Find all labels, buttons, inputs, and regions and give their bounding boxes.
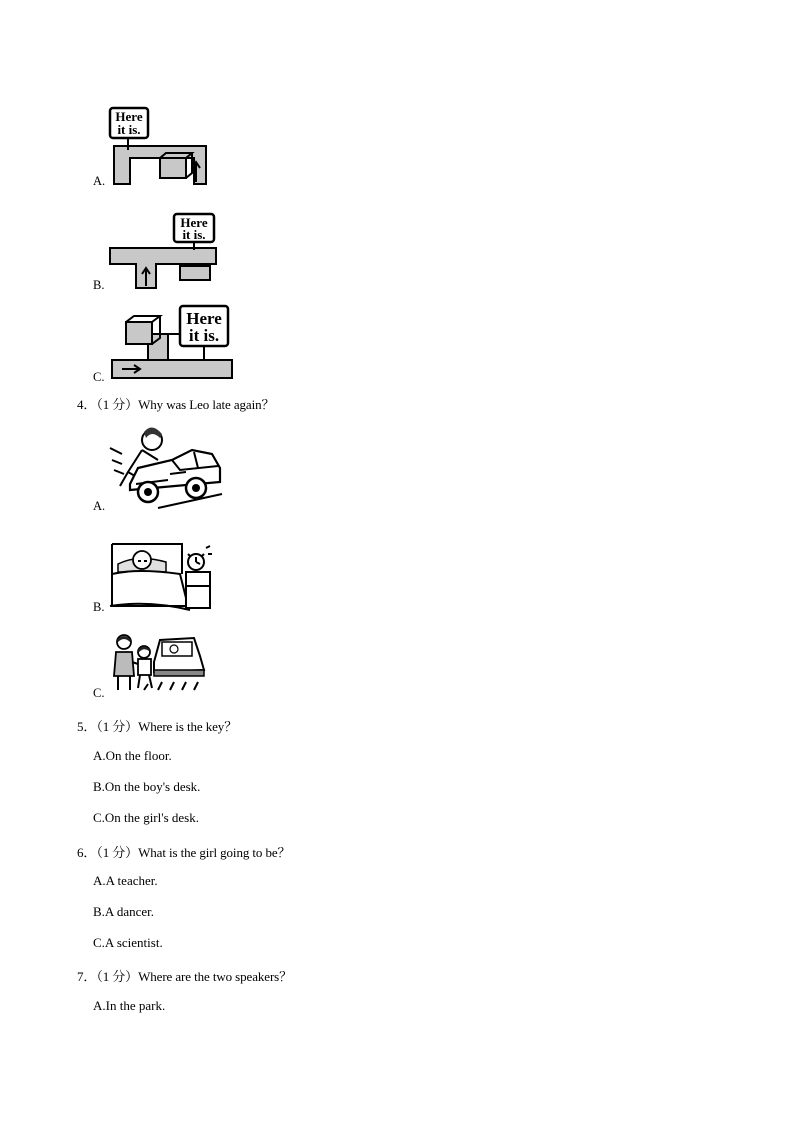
answer-option: A.On the floor. [93, 748, 172, 763]
option-letter: B. [93, 600, 105, 614]
question-text: Where is the key？ [138, 719, 238, 734]
sign-text: Here [186, 309, 222, 328]
question-number: 5． [77, 719, 97, 734]
crossing-street-illustration [108, 632, 208, 694]
sign-text: it is. [188, 326, 220, 345]
answer-option: A.A teacher. [93, 873, 158, 888]
option-letter: A. [93, 174, 106, 188]
option-letter: C. [93, 686, 105, 700]
question-5 [77, 716, 237, 735]
answer-option: A.In the park. [93, 998, 166, 1013]
car-accident-illustration [108, 424, 224, 510]
street-map-illustration [108, 106, 210, 186]
question-score: （1 分） [96, 397, 139, 412]
answer-option: C.On the girl's desk. [93, 810, 199, 825]
answer-option: B.A dancer. [93, 904, 155, 919]
option-letter: A. [93, 499, 106, 513]
street-map-illustration [108, 212, 220, 290]
question-score: （1 分） [96, 719, 139, 734]
question-text: Why was Leo late again？ [138, 397, 275, 412]
sign-text: Here [180, 215, 208, 230]
question-6 [77, 842, 290, 861]
question-number: 6． [77, 845, 97, 860]
answer-option: B.On the boy's desk. [93, 779, 201, 794]
sign-text: Here [115, 109, 143, 124]
question-text: Where are the two speakers？ [138, 969, 293, 984]
option-letter: C. [93, 370, 105, 384]
street-map-illustration [108, 304, 238, 382]
question-text: What is the girl going to be？ [138, 845, 291, 860]
sign-text: it is. [117, 122, 141, 137]
boy-sleeping-illustration [108, 534, 218, 612]
question-4 [77, 394, 274, 413]
question-score: （1 分） [96, 969, 139, 984]
sign-text: it is. [182, 227, 206, 242]
answer-option: C.A scientist. [93, 935, 163, 950]
question-score: （1 分） [96, 845, 139, 860]
question-7 [77, 966, 292, 985]
question-number: 7． [77, 969, 97, 984]
question-number: 4． [77, 397, 97, 412]
option-letter: B. [93, 278, 105, 292]
